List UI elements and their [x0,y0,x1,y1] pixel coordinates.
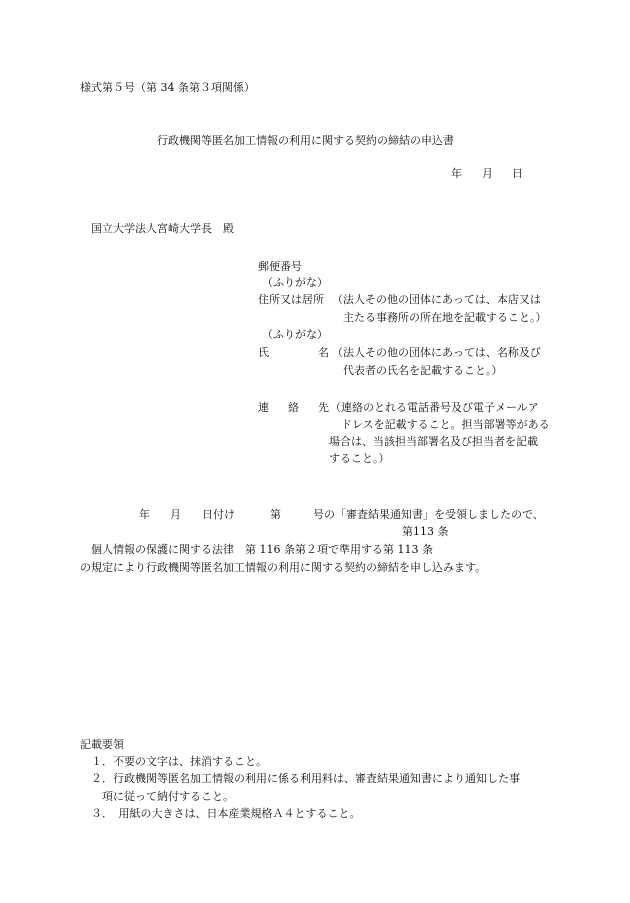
contact-note: すること。） [329,452,390,465]
application-statement: の規定により行政機関等匿名加工情報の利用に関する契約の締結を申し込みます。 [80,561,487,574]
body-date-suffix: 日付け [202,508,235,521]
body-month: 月 [170,508,181,521]
address-label: 住所又は居所 [258,293,324,306]
address-note: （法人その他の団体にあっては、本店又は [332,293,541,306]
date-day: 日 [512,167,523,180]
note-item: １．不要の文字は、抹消すること。 [91,755,267,768]
name-label: 氏 [258,346,269,359]
addressee: 国立大学法人宮崎大学長 殿 [91,222,234,235]
address-note: 主たる事務所の所在地を記載すること。） [343,311,547,324]
form-number: 様式第５号（第 34 条第３項関係） [80,81,255,94]
law-reference: 個人情報の保護に関する法律 第 116 条第２項で準用する第 113 条 [91,543,433,556]
notes-heading: 記載要領 [80,738,124,751]
document-title: 行政機関等匿名加工情報の利用に関する契約の締結の申込書 [157,134,454,147]
article-alternative: 第113 条 [402,525,449,538]
contact-label: 連 [258,401,269,414]
contact-note: ドレスを記載すること。担当部署等がある [341,418,550,431]
contact-label: 先 [318,401,329,414]
body-number-suffix: 号の「審査結果通知書」を受領しましたので、 [313,508,544,521]
name-note: 代表者の氏名を記載すること。） [343,364,503,377]
body-year: 年 [139,508,150,521]
contact-note: 場合は、当該担当部署名及び担当者を記載 [329,435,538,448]
date-year: 年 [451,167,462,180]
note-item: ３． 用紙の大きさは、日本産業規格Ａ４とすること。 [91,807,361,820]
contact-label: 絡 [288,401,299,414]
note-item: 項に従って納付すること。 [102,790,234,803]
postal-code-label: 郵便番号 [258,260,302,273]
furigana-label: （ふりがな） [262,276,328,289]
body-number-prefix: 第 [270,508,281,521]
name-label: 名 [318,346,329,359]
contact-note: （連絡のとれる電話番号及び電子メールア [330,401,539,414]
note-item: ２．行政機関等匿名加工情報の利用に係る利用料は、審査結果通知書により通知した事 [91,772,520,785]
name-note: （法人その他の団体にあっては、名称及び [332,346,541,359]
date-month: 月 [482,167,493,180]
furigana-label: （ふりがな） [262,328,328,341]
